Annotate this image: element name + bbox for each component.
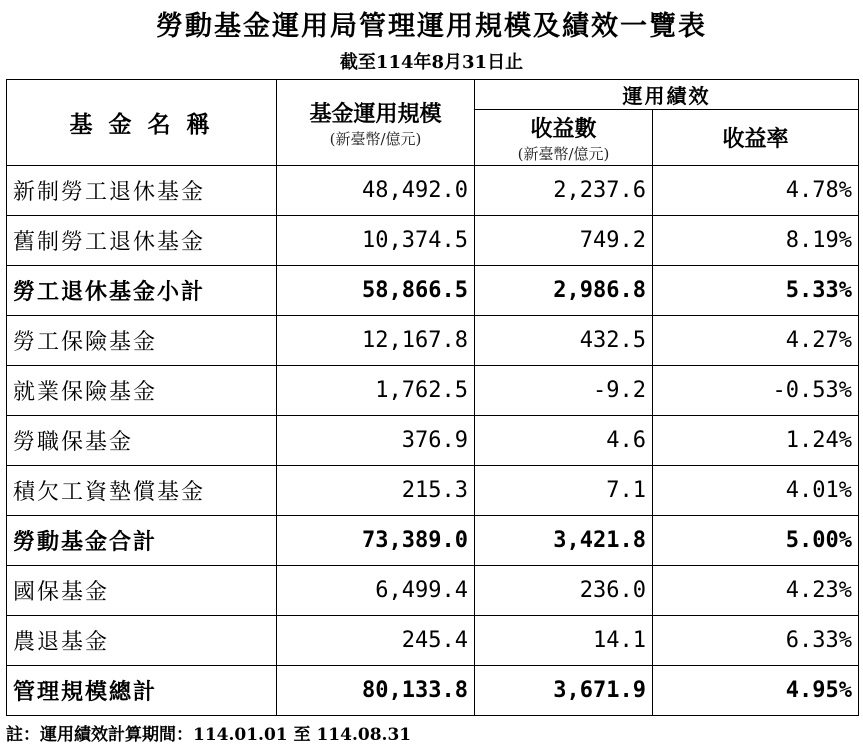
table-row [7, 166, 859, 216]
footnote: 註：運用績效計算期間：114.01.01 至 114.08.31 [6, 725, 412, 745]
income-cell: 2,986.8 [475, 266, 653, 316]
rate-cell: -0.53% [653, 366, 859, 416]
page-title: 勞動基金運用局管理運用規模及績效一覽表 [156, 11, 707, 42]
header-scale-unit: (新臺幣/億元) [329, 129, 422, 148]
rate-cell: 4.01% [653, 466, 859, 516]
header-rate: 收益率 [653, 110, 859, 166]
table-row [7, 566, 859, 616]
scale-cell: 6,499.4 [277, 566, 475, 616]
table-row [7, 416, 859, 466]
income-cell: 749.2 [475, 216, 653, 266]
scale-cell: 58,866.5 [277, 266, 475, 316]
rate-cell: 5.00% [653, 516, 859, 566]
table-row [7, 666, 859, 716]
income-cell: -9.2 [475, 366, 653, 416]
scale-cell: 1,762.5 [277, 366, 475, 416]
income-cell: 236.0 [475, 566, 653, 616]
rate-cell: 8.19% [653, 216, 859, 266]
scale-cell: 12,167.8 [277, 316, 475, 366]
header-scale [277, 80, 475, 166]
table-row [7, 516, 859, 566]
income-cell: 14.1 [475, 616, 653, 666]
header-income [475, 110, 653, 166]
scale-cell: 10,374.5 [277, 216, 475, 266]
header-performance: 運用績效 [475, 80, 859, 110]
fund-name-cell: 國保基金 [7, 566, 277, 616]
fund-name-cell: 積欠工資墊償基金 [7, 466, 277, 516]
fund-name-cell: 勞工退休基金小計 [7, 266, 277, 316]
income-cell: 432.5 [475, 316, 653, 366]
table-row [7, 316, 859, 366]
header-scale-label: 基金運用規模 [309, 100, 442, 127]
income-cell: 3,671.9 [475, 666, 653, 716]
fund-name-cell: 農退基金 [7, 616, 277, 666]
scale-cell: 48,492.0 [277, 166, 475, 216]
table-row [7, 616, 859, 666]
table-row [7, 216, 859, 266]
rate-cell: 4.95% [653, 666, 859, 716]
header-income-unit: (新臺幣/億元) [517, 144, 610, 163]
rate-cell: 4.27% [653, 316, 859, 366]
fund-name-cell: 管理規模總計 [7, 666, 277, 716]
header-income-label: 收益數 [530, 115, 597, 142]
fund-name-cell: 舊制勞工退休基金 [7, 216, 277, 266]
fund-table [6, 79, 859, 716]
scale-cell: 73,389.0 [277, 516, 475, 566]
table-row [7, 266, 859, 316]
fund-name-cell: 勞動基金合計 [7, 516, 277, 566]
fund-name-cell: 勞職保基金 [7, 416, 277, 466]
income-cell: 4.6 [475, 416, 653, 466]
fund-name-cell: 勞工保險基金 [7, 316, 277, 366]
scale-cell: 80,133.8 [277, 666, 475, 716]
scale-cell: 215.3 [277, 466, 475, 516]
income-cell: 3,421.8 [475, 516, 653, 566]
rate-cell: 1.24% [653, 416, 859, 466]
rate-cell: 4.23% [653, 566, 859, 616]
rate-cell: 6.33% [653, 616, 859, 666]
scale-cell: 245.4 [277, 616, 475, 666]
header-fund-name: 基 金 名 稱 [7, 80, 277, 166]
rate-cell: 4.78% [653, 166, 859, 216]
table-row [7, 466, 859, 516]
scale-cell: 376.9 [277, 416, 475, 466]
income-cell: 7.1 [475, 466, 653, 516]
fund-name-cell: 新制勞工退休基金 [7, 166, 277, 216]
fund-name-cell: 就業保險基金 [7, 366, 277, 416]
income-cell: 2,237.6 [475, 166, 653, 216]
table-row [7, 366, 859, 416]
rate-cell: 5.33% [653, 266, 859, 316]
as-of-date: 截至114年8月31日止 [339, 52, 524, 73]
